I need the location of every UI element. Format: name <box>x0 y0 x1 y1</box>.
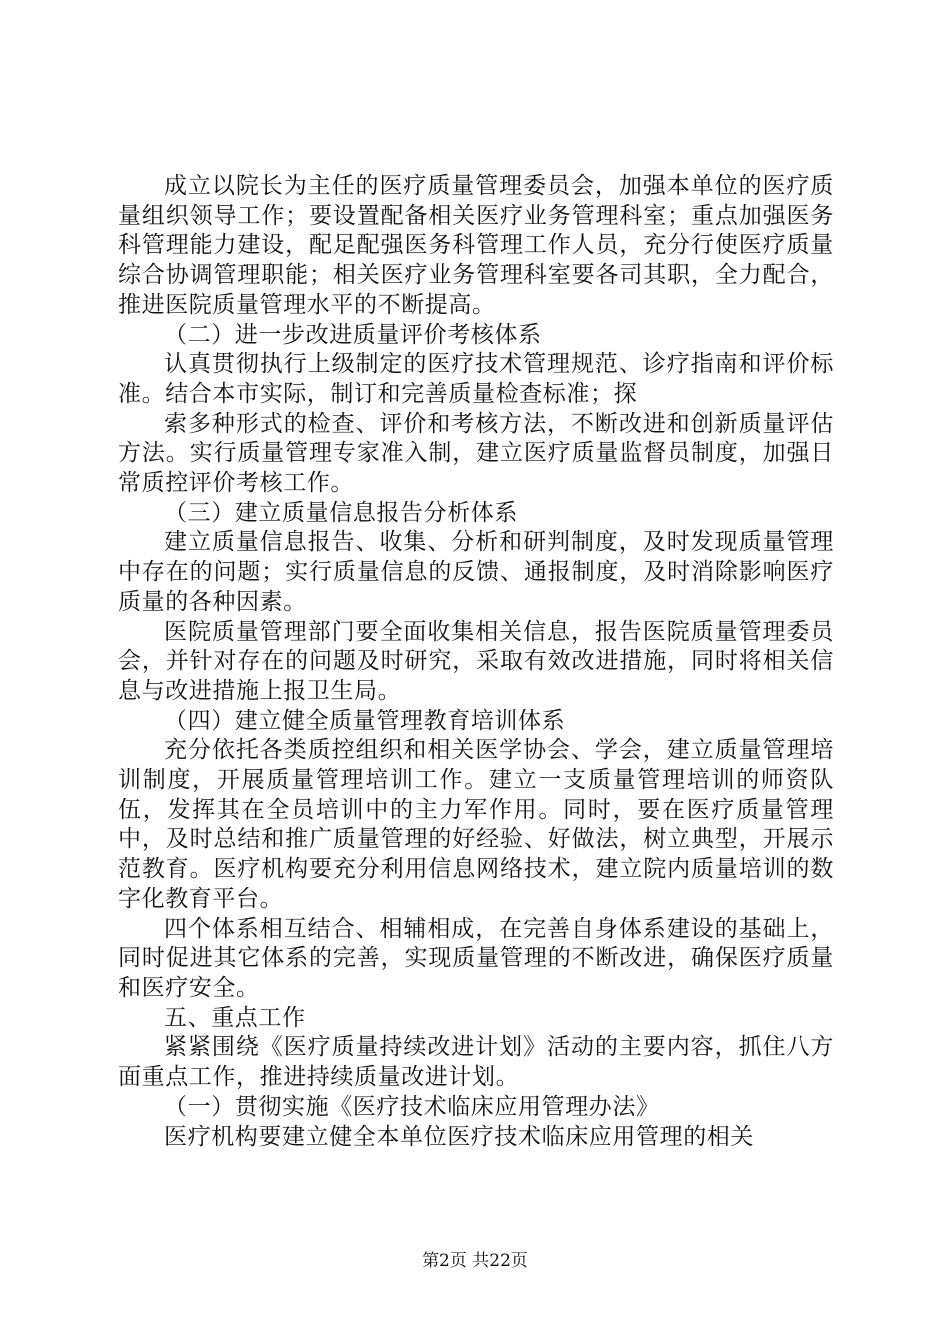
paragraph: 充分依托各类质控组织和相关医学协会、学会，建立质量管理培训制度，开展质量管理培训工作。建立一支质量管理培训的师资队伍，发挥其在全员培训中的主力军作用。同时，要在医疗质量管理中，及时总结和推广质量管理的好经验、好做法，树立典型，开展示范教育。医疗机构要充分利用信息网络技术，建立院内质量培训的数字化教育平台。 <box>118 737 834 912</box>
section-heading: 五、重点工作 <box>164 1004 306 1031</box>
paragraph: 成立以院长为主任的医疗质量管理委员会，加强本单位的医疗质量组织领导工作；要设置配备相关医疗业务管理科室；重点加强医务科管理能力建设，配足配强医务科管理工作人员，充分行使医疗质量综合协调管理职能；相关医疗业务管理科室要各司其职，全力配合，推进医院质量管理水平的不断提高。 <box>118 173 834 318</box>
paragraph: 索多种形式的检查、评价和考核方法，不断改进和创新质量评估方法。实行质量管理专家准入制，建立医疗质量监督员制度，加强日常质控评价考核工作。 <box>118 410 834 497</box>
paragraph: 医院质量管理部门要全面收集相关信息，报告医院质量管理委员会，并针对存在的问题及时研究，采取有效改进措施，同时将相关信息与改进措施上报卫生局。 <box>118 618 834 704</box>
paragraph: 认真贯彻执行上级制定的医疗技术管理规范、诊疗指南和评价标准。结合本市实际，制订和完善质量检查标准；探 <box>118 351 834 407</box>
section-heading: （二）进一步改进质量评价考核体系 <box>164 321 542 348</box>
paragraph: 紧紧围绕《医疗质量持续改进计划》活动的主要内容，抓住八方面重点工作，推进持续质量改进计划。 <box>118 1034 834 1091</box>
document-body <box>118 172 834 1152</box>
section-heading: （三）建立质量信息报告分析体系 <box>164 499 518 526</box>
paragraph: 建立质量信息报告、收集、分析和研判制度，及时发现质量管理中存在的问题；实行质量信息的反馈、通报制度，及时消除影响医疗质量的各种因素。 <box>118 529 834 615</box>
section-heading: （四）建立健全质量管理教育培训体系 <box>164 707 566 734</box>
page-footer: 第2页 共22页 <box>422 1251 528 1271</box>
paragraph: 医疗机构要建立健全本单位医疗技术临床应用管理的相关 <box>164 1123 754 1150</box>
section-heading: （一）贯彻实施《医疗技术临床应用管理办法》 <box>164 1093 660 1120</box>
paragraph: 四个体系相互结合、相辅相成，在完善自身体系建设的基础上，同时促进其它体系的完善，实现质量管理的不断改进，确保医疗质量和医疗安全。 <box>118 915 834 1001</box>
